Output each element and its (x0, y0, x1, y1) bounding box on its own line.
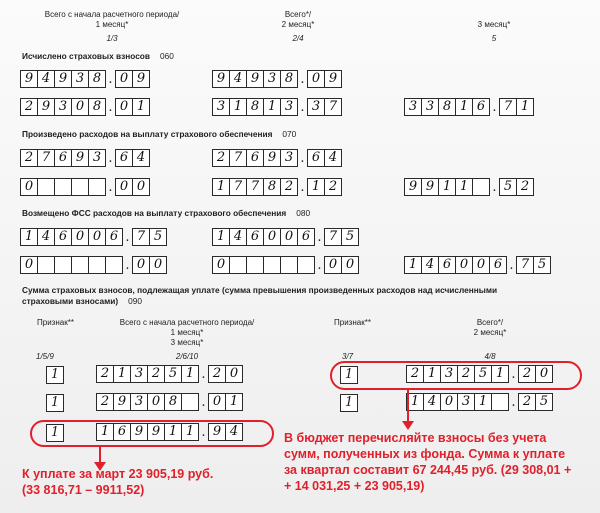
section-title-090-line2: страховыми взносами) 090 (22, 296, 142, 306)
left-period-line1: Всего с начала расчетного периода/ (119, 318, 255, 327)
digit-cell: 6 (113, 423, 130, 441)
digit-cell: 2 (147, 365, 164, 383)
digit-cell: 4 (229, 228, 246, 246)
kopeck-cell: 4 (225, 423, 243, 441)
right-sign-label: Признак** (334, 318, 371, 327)
digit-cell: 1 (229, 98, 246, 116)
digit-cell: 3 (88, 149, 106, 167)
kopeck-cell: 4 (132, 149, 150, 167)
kopeck-cell: 9 (132, 70, 150, 88)
digit-cell: 4 (37, 70, 54, 88)
digit-cell: 9 (404, 178, 421, 196)
digit-cell: 1 (263, 98, 280, 116)
kopeck-cell: 0 (341, 256, 359, 274)
decimal-point: . (201, 425, 206, 440)
digit-cell: 1 (406, 393, 423, 411)
digit-cell: 0 (147, 393, 164, 411)
decimal-point: . (300, 72, 305, 87)
kopeck-cell: 5 (533, 256, 551, 274)
digit-cell: 3 (54, 98, 71, 116)
decimal-point: . (201, 367, 206, 382)
kopeck-cell: 1 (307, 178, 324, 196)
digit-cell: 6 (105, 228, 123, 246)
section-title-090: Сумма страховых взносов, подлежащая уплате (сумма превышения произведенных расходов над исчисленными (22, 285, 498, 295)
digit-cell: 1 (113, 365, 130, 383)
digit-cell: 1 (455, 178, 472, 196)
digit-cell: 4 (423, 393, 440, 411)
kopeck-cell: 0 (115, 98, 132, 116)
digit-cell: 1 (20, 228, 37, 246)
digit-cell: 8 (88, 98, 106, 116)
digit-cell: 9 (246, 70, 263, 88)
decimal-point: . (492, 100, 497, 115)
kopeck-cell: 6 (115, 149, 132, 167)
kopeck-cell: 2 (518, 365, 535, 383)
section-title-080: Возмещено ФСС расходов на выплату страхового обеспечения 080 (22, 208, 311, 218)
digit-cell: 3 (440, 365, 457, 383)
kopeck-cell: 7 (132, 228, 149, 246)
kopeck-cell: 7 (516, 256, 533, 274)
kopeck-cell: 0 (324, 256, 341, 274)
kopeck-cell: 6 (307, 149, 324, 167)
kopeck-cell: 0 (225, 365, 243, 383)
digit-cell: 2 (457, 365, 474, 383)
digit-cell: 9 (37, 98, 54, 116)
digit-cell: 1 (404, 256, 421, 274)
col3-header-line1: 3 месяц* (477, 20, 511, 29)
kopeck-cell: 5 (341, 228, 359, 246)
note-quarter-line4: + 14 031,25 + 23 905,19) (284, 479, 425, 493)
note-quarter-line2: сумм, полученных из фонда. Сумма к уплате (284, 447, 566, 461)
kopeck-cell: 1 (516, 98, 534, 116)
digit-cell: 8 (280, 70, 298, 88)
digit-cell: 6 (54, 228, 71, 246)
digit-cell: 1 (181, 365, 199, 383)
decimal-point: . (108, 151, 113, 166)
left-period-line2: 1 месяц* (170, 328, 204, 337)
kopeck-cell: 0 (535, 365, 553, 383)
col1-header-line2: 1 месяц* (95, 20, 129, 29)
digit-cell: 2 (212, 149, 229, 167)
digit-cell: 3 (457, 393, 474, 411)
decimal-point: . (108, 180, 113, 195)
digit-cell: 9 (54, 70, 71, 88)
digit-cell: 0 (71, 98, 88, 116)
kopeck-cell: 5 (499, 178, 516, 196)
decimal-point: . (317, 230, 322, 245)
digit-cell: 0 (455, 256, 472, 274)
sign-cell: 1 (46, 424, 64, 442)
decimal-point: . (511, 395, 516, 410)
kopeck-cell: 0 (115, 70, 132, 88)
digit-cell: 5 (164, 365, 181, 383)
sign-cell: 1 (46, 366, 64, 384)
digit-cell: 9 (263, 149, 280, 167)
digit-cell: 1 (438, 178, 455, 196)
right-amount-number: 4/8 (484, 352, 496, 361)
digit-cell: 3 (212, 98, 229, 116)
kopeck-cell: 7 (499, 98, 516, 116)
col1-number: 1/3 (106, 34, 118, 43)
note-quarter-line3: за квартал составит 67 244,45 руб. (29 308,01 + (284, 463, 572, 477)
digit-cell: 2 (20, 98, 37, 116)
digit-cell: 4 (421, 256, 438, 274)
digit-cell: 1 (474, 393, 491, 411)
digit-cell: 1 (491, 365, 509, 383)
digit-cell: 1 (164, 423, 181, 441)
digit-cell: 9 (212, 70, 229, 88)
digit-cell: 2 (20, 149, 37, 167)
col3-number: 5 (491, 34, 497, 43)
col1-header-line1: Всего с начала расчетного периода/ (44, 10, 180, 19)
digit-cell: 1 (96, 423, 113, 441)
left-sign-label: Признак** (37, 318, 74, 327)
digit-cell: 4 (37, 228, 54, 246)
digit-cell: 1 (455, 98, 472, 116)
kopeck-cell: 7 (324, 98, 342, 116)
note-march-line1: К уплате за март 23 905,19 руб. (22, 467, 214, 481)
col2-header-line2: 2 месяц* (281, 20, 315, 29)
digit-cell: 3 (404, 98, 421, 116)
left-amount-number: 2/6/10 (175, 352, 199, 361)
digit-cell: 2 (406, 365, 423, 383)
digit-cell: 8 (164, 393, 181, 411)
decimal-point: . (108, 72, 113, 87)
kopeck-cell: 3 (307, 98, 324, 116)
sign-cell: 1 (46, 394, 64, 412)
digit-cell: 0 (20, 178, 37, 196)
section-title-060: Исчислено страховых взносов 060 (22, 51, 174, 61)
decimal-point: . (300, 151, 305, 166)
kopeck-cell: 9 (208, 423, 225, 441)
digit-cell: 9 (130, 423, 147, 441)
kopeck-cell: 0 (307, 70, 324, 88)
digit-cell: 0 (71, 228, 88, 246)
digit-cell: 8 (438, 98, 455, 116)
decimal-point: . (125, 230, 130, 245)
note-quarter-line1: В бюджет перечисляйте взносы без учета (284, 431, 547, 445)
digit-cell: 0 (212, 256, 229, 274)
right-period-line1: Всего*/ (476, 318, 504, 327)
digit-cell: 6 (54, 149, 71, 167)
left-period-line3: 3 месяц* (170, 338, 204, 347)
col2-number: 2/4 (292, 34, 304, 43)
kopeck-cell: 5 (149, 228, 167, 246)
decimal-point: . (300, 180, 305, 195)
digit-cell: 3 (421, 98, 438, 116)
digit-cell: 5 (474, 365, 491, 383)
digit-cell: 2 (96, 393, 113, 411)
digit-cell: 0 (472, 256, 489, 274)
digit-cell: 7 (37, 149, 54, 167)
digit-cell: 9 (421, 178, 438, 196)
digit-cell: 6 (246, 149, 263, 167)
digit-cell: 3 (280, 98, 298, 116)
kopeck-cell: 0 (115, 178, 132, 196)
kopeck-cell: 0 (149, 256, 167, 274)
digit-cell: 2 (96, 365, 113, 383)
digit-cell: 3 (130, 393, 147, 411)
digit-cell: 1 (212, 178, 229, 196)
digit-cell: 9 (71, 149, 88, 167)
digit-cell: 6 (472, 98, 490, 116)
digit-cell: 8 (263, 178, 280, 196)
digit-cell: 6 (297, 228, 315, 246)
digit-cell: 9 (113, 393, 130, 411)
kopeck-cell: 9 (324, 70, 342, 88)
col2-header-line1: Всего*/ (284, 10, 312, 19)
kopeck-cell: 2 (324, 178, 342, 196)
kopeck-cell: 2 (516, 178, 534, 196)
digit-cell: 0 (263, 228, 280, 246)
sign-cell: 1 (340, 394, 358, 412)
digit-cell: 7 (246, 178, 263, 196)
kopeck-cell: 2 (518, 393, 535, 411)
decimal-point: . (511, 367, 516, 382)
sign-cell: 1 (340, 366, 358, 384)
kopeck-cell: 7 (324, 228, 341, 246)
kopeck-cell: 0 (132, 178, 150, 196)
digit-cell: 1 (423, 365, 440, 383)
decimal-point: . (125, 258, 130, 273)
digit-cell: 8 (88, 70, 106, 88)
decimal-point: . (300, 100, 305, 115)
kopeck-cell: 0 (208, 393, 225, 411)
digit-cell: 3 (71, 70, 88, 88)
left-sign-number: 1/5/9 (36, 352, 54, 361)
digit-cell: 0 (280, 228, 297, 246)
digit-cell: 6 (438, 256, 455, 274)
digit-cell: 8 (246, 98, 263, 116)
digit-cell: 0 (88, 228, 105, 246)
digit-cell: 3 (280, 149, 298, 167)
kopeck-cell: 0 (132, 256, 149, 274)
right-sign-number: 3/7 (342, 352, 354, 361)
digit-cell: 3 (130, 365, 147, 383)
digit-cell: 1 (212, 228, 229, 246)
kopeck-cell: 2 (208, 365, 225, 383)
digit-cell: 7 (229, 149, 246, 167)
note-march-line2: (33 816,71 – 9911,52) (22, 483, 145, 497)
right-period-line2: 2 месяц* (473, 328, 507, 337)
decimal-point: . (317, 258, 322, 273)
section-title-070: Произведено расходов на выплату страхового обеспечения 070 (22, 129, 297, 139)
digit-cell: 1 (181, 423, 199, 441)
digit-cell: 7 (229, 178, 246, 196)
digit-cell: 6 (246, 228, 263, 246)
digit-cell: 0 (20, 256, 37, 274)
digit-cell: 9 (20, 70, 37, 88)
digit-cell: 3 (263, 70, 280, 88)
decimal-point: . (201, 395, 206, 410)
digit-cell: 4 (229, 70, 246, 88)
decimal-point: . (492, 180, 497, 195)
kopeck-cell: 4 (324, 149, 342, 167)
kopeck-cell: 1 (132, 98, 150, 116)
kopeck-cell: 1 (225, 393, 243, 411)
kopeck-cell: 5 (535, 393, 553, 411)
decimal-point: . (509, 258, 514, 273)
digit-cell: 2 (280, 178, 298, 196)
arrow-head-right (402, 421, 414, 430)
digit-cell: 9 (147, 423, 164, 441)
decimal-point: . (108, 100, 113, 115)
digit-cell: 0 (440, 393, 457, 411)
digit-cell: 6 (489, 256, 507, 274)
